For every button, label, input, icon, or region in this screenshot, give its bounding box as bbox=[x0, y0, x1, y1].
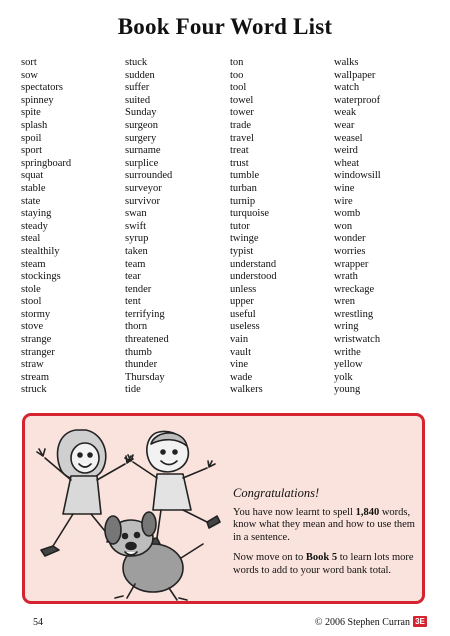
word-item: yellow bbox=[334, 359, 363, 371]
word-item: Sunday bbox=[125, 107, 157, 119]
word-item: steal bbox=[21, 233, 41, 245]
word-item: suffer bbox=[125, 82, 150, 94]
word-item: wreckage bbox=[334, 283, 375, 295]
word-item: watch bbox=[334, 82, 360, 94]
word-item: swift bbox=[125, 220, 146, 232]
word-list bbox=[0, 57, 450, 402]
word-item: strange bbox=[21, 334, 52, 346]
word-item: tower bbox=[230, 107, 254, 119]
word-item: towel bbox=[230, 94, 254, 106]
word-item: turban bbox=[230, 182, 257, 194]
word-item: useful bbox=[230, 308, 256, 320]
word-item: steady bbox=[21, 220, 48, 232]
word-item: weird bbox=[334, 145, 358, 157]
word-item: team bbox=[125, 258, 146, 270]
congratulations-heading: Congratulations! bbox=[233, 486, 320, 500]
word-item: ton bbox=[230, 57, 244, 68]
word-item: wine bbox=[334, 182, 355, 194]
word-item: writhe bbox=[334, 346, 361, 358]
word-item: won bbox=[334, 220, 353, 232]
word-item: walkers bbox=[230, 384, 263, 396]
word-item: sudden bbox=[125, 69, 155, 81]
cartoon-illustration bbox=[31, 418, 231, 603]
word-item: terrifying bbox=[125, 308, 165, 320]
word-column-2 bbox=[125, 57, 172, 397]
word-item: spectators bbox=[21, 82, 63, 94]
word-item: surveyor bbox=[125, 182, 162, 194]
word-item: wrestling bbox=[334, 308, 374, 320]
congratulations-text bbox=[233, 486, 423, 585]
word-item: useless bbox=[230, 321, 260, 333]
word-item: vain bbox=[230, 334, 249, 346]
word-item: stuck bbox=[125, 57, 148, 68]
word-item: turnip bbox=[230, 195, 256, 207]
word-item: tent bbox=[125, 296, 141, 308]
word-item: yolk bbox=[334, 371, 353, 383]
dog-figure bbox=[105, 512, 203, 600]
word-item: spinney bbox=[21, 94, 54, 106]
word-item: state bbox=[21, 195, 41, 207]
word-item: sport bbox=[21, 145, 42, 157]
word-item: tutor bbox=[230, 220, 250, 232]
word-item: trade bbox=[230, 119, 251, 131]
word-item: sow bbox=[21, 69, 38, 81]
word-item: wristwatch bbox=[334, 334, 381, 346]
word-item: surname bbox=[125, 145, 161, 157]
word-item: too bbox=[230, 69, 244, 81]
word-item: upper bbox=[230, 296, 254, 308]
word-item: spite bbox=[21, 107, 41, 119]
word-item: wallpaper bbox=[334, 69, 376, 81]
word-item: surplice bbox=[125, 157, 159, 169]
word-column-3 bbox=[230, 57, 277, 397]
word-item: surgeon bbox=[125, 119, 159, 131]
word-item: threatened bbox=[125, 334, 169, 346]
word-item: splash bbox=[21, 119, 48, 131]
next-book: Book 5 bbox=[305, 552, 338, 564]
word-item: thumb bbox=[125, 346, 152, 358]
word-item: staying bbox=[21, 208, 52, 220]
word-item: struck bbox=[21, 384, 47, 396]
copyright: © 2006 Stephen Curran bbox=[314, 617, 410, 628]
word-item: vine bbox=[230, 359, 249, 371]
word-item: typist bbox=[230, 245, 254, 257]
word-item: tear bbox=[125, 271, 141, 283]
word-column-1 bbox=[21, 57, 71, 397]
word-column-4 bbox=[334, 57, 381, 397]
word-item: stranger bbox=[21, 346, 55, 358]
word-item: understood bbox=[230, 271, 277, 283]
word-item: survivor bbox=[125, 195, 160, 207]
congratulations-message-2: Now move on to Book 5 to learn lots more words to add to your word bank total. bbox=[233, 552, 414, 576]
word-item: stealthily bbox=[21, 245, 60, 257]
word-item: understand bbox=[230, 258, 277, 270]
word-item: surrounded bbox=[125, 170, 173, 182]
word-item: womb bbox=[334, 208, 361, 220]
word-item: sort bbox=[21, 57, 37, 68]
word-item: twinge bbox=[230, 233, 259, 245]
word-item: unless bbox=[230, 283, 257, 295]
word-item: turquoise bbox=[230, 208, 270, 220]
word-count: 1,840 bbox=[355, 507, 380, 518]
word-item: wrath bbox=[334, 271, 358, 283]
word-item: springboard bbox=[21, 157, 72, 169]
word-item: wear bbox=[334, 119, 355, 131]
word-item: stockings bbox=[21, 271, 61, 283]
word-item: swan bbox=[125, 208, 147, 220]
word-item: weasel bbox=[334, 132, 363, 144]
word-item: vault bbox=[230, 346, 251, 358]
word-item: squat bbox=[21, 170, 44, 182]
word-item: treat bbox=[230, 145, 249, 157]
page-number: 54 bbox=[33, 617, 43, 628]
word-item: stable bbox=[21, 182, 46, 194]
word-item: wonder bbox=[334, 233, 366, 245]
word-item: walks bbox=[334, 57, 359, 68]
word-item: suited bbox=[125, 94, 151, 106]
word-item: wren bbox=[334, 296, 355, 308]
word-item: weak bbox=[334, 107, 357, 119]
word-item: thorn bbox=[125, 321, 148, 333]
page-title: Book Four Word List bbox=[117, 14, 333, 39]
word-item: stool bbox=[21, 296, 42, 308]
congratulations-panel bbox=[22, 413, 425, 604]
word-item: trust bbox=[230, 157, 249, 169]
word-item: spoil bbox=[21, 132, 42, 144]
word-item: tool bbox=[230, 82, 247, 94]
word-item: waterproof bbox=[334, 94, 381, 106]
word-item: young bbox=[334, 384, 361, 396]
word-item: wade bbox=[230, 371, 253, 383]
word-item: wring bbox=[334, 321, 359, 333]
word-item: steam bbox=[21, 258, 46, 270]
word-item: Thursday bbox=[125, 371, 165, 383]
word-item: syrup bbox=[125, 233, 149, 245]
publisher-logo: 3E bbox=[413, 616, 427, 627]
word-item: wrapper bbox=[334, 258, 369, 270]
word-item: worries bbox=[334, 245, 366, 257]
word-item: stole bbox=[21, 283, 41, 295]
word-item: stream bbox=[21, 371, 49, 383]
word-item: taken bbox=[125, 245, 148, 257]
word-item: stormy bbox=[21, 308, 51, 320]
word-item: thunder bbox=[125, 359, 158, 371]
word-item: tender bbox=[125, 283, 152, 295]
word-item: wheat bbox=[334, 157, 360, 169]
word-item: travel bbox=[230, 132, 254, 144]
word-item: tumble bbox=[230, 170, 260, 182]
word-item: wire bbox=[334, 195, 353, 207]
word-item: windowsill bbox=[334, 170, 381, 182]
word-item: tide bbox=[125, 384, 141, 396]
word-item: surgery bbox=[125, 132, 157, 144]
word-item: straw bbox=[21, 359, 44, 371]
congratulations-message-1: You have now learnt to spell 1,840 words, know what they mean and how to use them in a sentence. bbox=[233, 507, 415, 543]
word-item: stove bbox=[21, 321, 44, 333]
